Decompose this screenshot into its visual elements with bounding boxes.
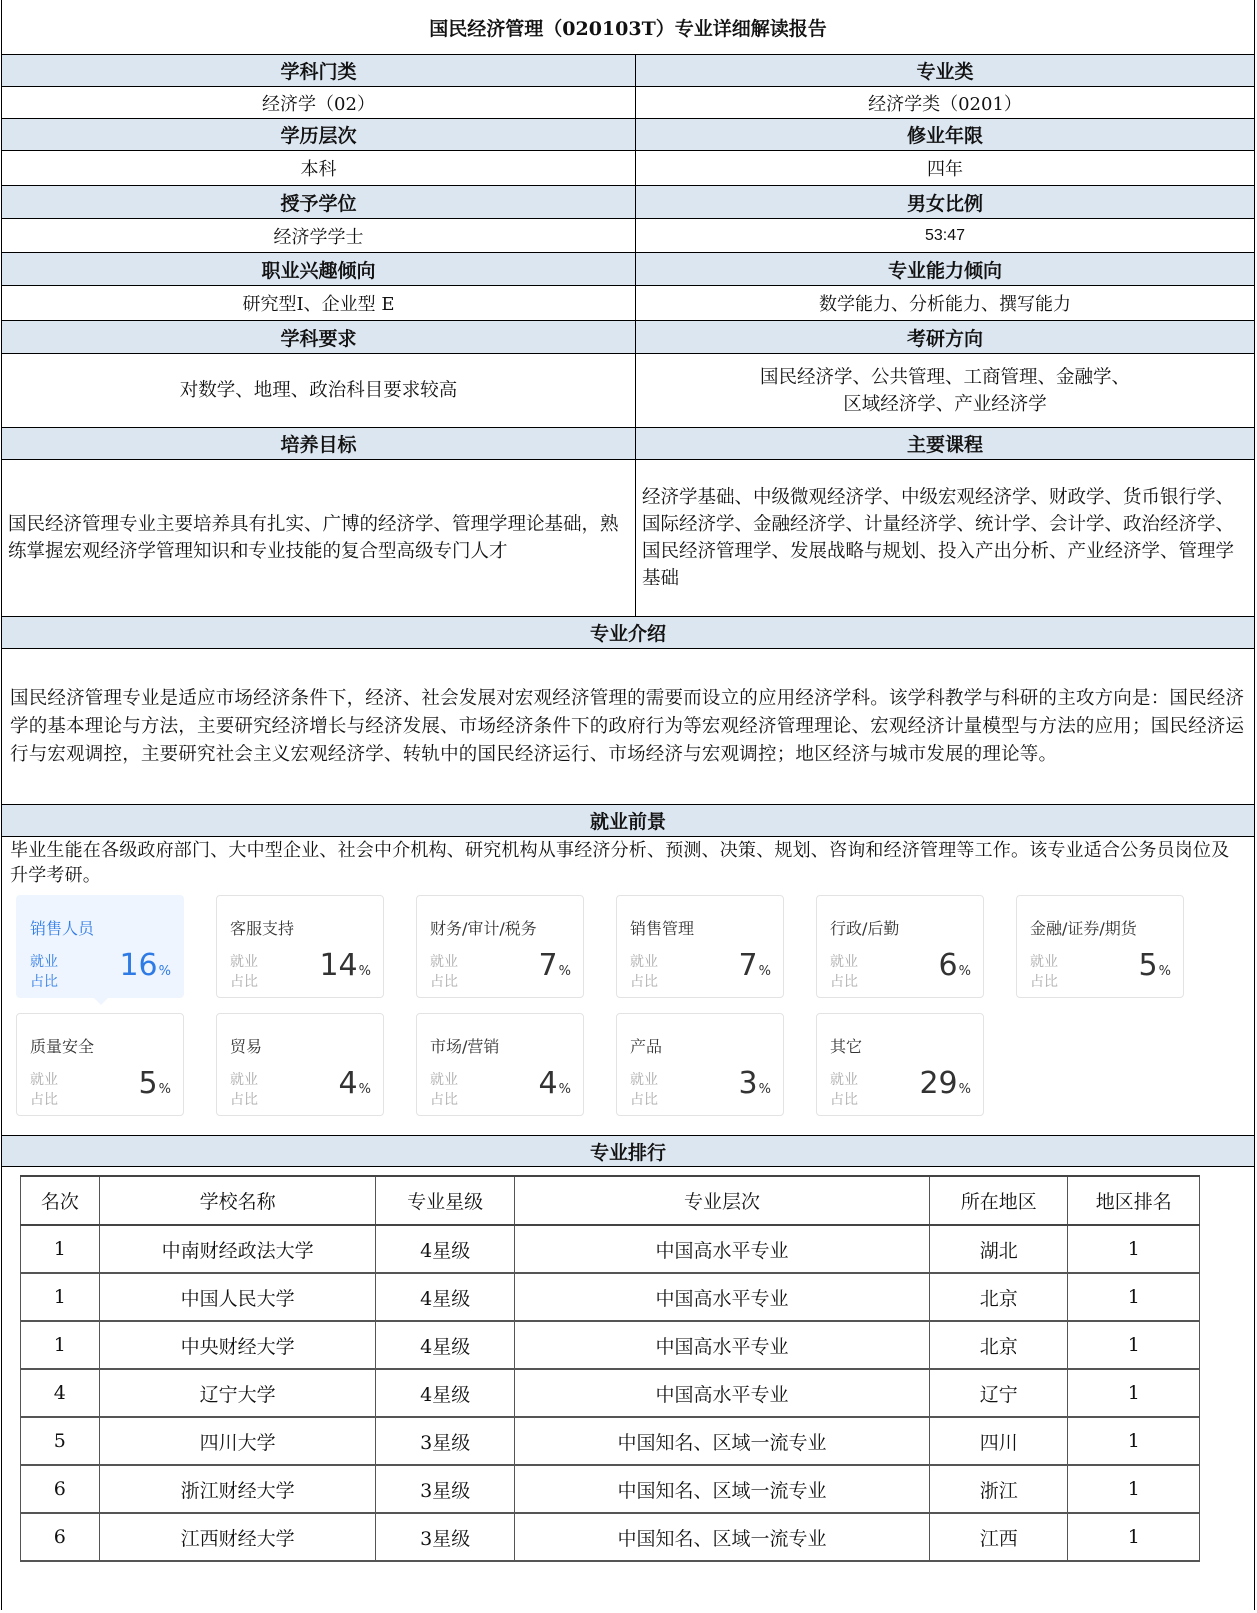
table-cell: 1 (1068, 1273, 1200, 1321)
table-cell: 中国高水平专业 (514, 1369, 929, 1417)
field-value-row (2, 286, 1254, 321)
job-card-percent (119, 948, 171, 983)
table-cell: 江西 (930, 1513, 1068, 1561)
table-cell: 4 (21, 1369, 100, 1417)
table-cell: 1 (1068, 1417, 1200, 1465)
job-card-name: 财务/审计/税务 (430, 919, 537, 938)
table-row (21, 1465, 1200, 1513)
ranking-heading: 专业排行 (2, 1136, 1254, 1167)
field-header-row (2, 428, 1254, 460)
field-label: 主要课程 (906, 434, 983, 456)
field-label: 职业兴趣倾向 (2, 253, 636, 285)
table-cell: 中央财经大学 (99, 1321, 376, 1369)
field-value-row (2, 151, 1254, 186)
column-header: 学校名称 (99, 1176, 376, 1225)
table-row (21, 1321, 1200, 1369)
column-header: 名次 (21, 1176, 100, 1225)
intro-heading: 专业介绍 (2, 617, 1254, 649)
report-title: 国民经济管理（020103T）专业详细解读报告 (2, 0, 1254, 55)
job-card-percent (339, 1066, 371, 1101)
job-card-name: 销售管理 (630, 919, 695, 938)
table-cell: 3星级 (376, 1417, 514, 1465)
job-card[interactable] (216, 895, 384, 998)
job-card-label: 就业 占比 (30, 1072, 58, 1108)
column-header: 地区排名 (1068, 1176, 1200, 1225)
job-card[interactable] (816, 895, 984, 998)
job-card-name: 市场/营销 (430, 1037, 500, 1056)
table-cell: 湖北 (930, 1225, 1068, 1273)
table-cell: 4星级 (376, 1321, 514, 1369)
table-cell: 四川大学 (99, 1417, 376, 1465)
table-cell: 中国人民大学 (99, 1273, 376, 1321)
table-cell: 北京 (930, 1273, 1068, 1321)
job-card-percent-unit: % (558, 1082, 571, 1097)
employment-heading: 就业前景 (2, 805, 1254, 837)
table-cell: 北京 (930, 1321, 1068, 1369)
active-card-pointer (93, 997, 109, 1005)
table-cell: 江西财经大学 (99, 1513, 376, 1561)
field-value: 经济学基础、中级微观经济学、中级宏观经济学、财政学、货币银行学、国际经济学、金融经济学、计量经济学、统计学、会计学、政治经济学、国民经济管理学、发展战略与规划、投入产出分析、产业经济学、管理学基础 (642, 487, 1235, 589)
field-header-row (2, 253, 1254, 286)
table-cell: 5 (21, 1417, 100, 1465)
job-card-percent-unit: % (158, 964, 171, 979)
table-cell: 1 (1068, 1513, 1200, 1561)
job-card-label: 就业 占比 (430, 954, 458, 990)
job-card-name: 金融/证券/期货 (1030, 919, 1137, 938)
job-card-label: 就业 占比 (630, 1072, 658, 1108)
job-card-percent-value: 14 (319, 948, 358, 983)
job-card[interactable] (216, 1013, 384, 1116)
field-value-row (2, 219, 1254, 253)
table-cell: 6 (21, 1513, 100, 1561)
table-cell: 1 (1068, 1369, 1200, 1417)
job-card-percent-unit: % (758, 1082, 771, 1097)
job-card[interactable] (416, 1013, 584, 1116)
job-card-percent (539, 948, 571, 983)
field-value: 四年 (927, 159, 963, 180)
field-value: 国民经济学、公共管理、工商管理、金融学、 区域经济学、产业经济学 (759, 366, 1130, 415)
field-label: 修业年限 (906, 125, 983, 147)
job-card-percent-unit: % (958, 1082, 971, 1097)
field-value-row (2, 354, 1254, 428)
job-card-percent-value: 6 (938, 948, 958, 983)
job-card-percent-value: 16 (119, 948, 158, 983)
table-cell: 中国高水平专业 (514, 1225, 929, 1273)
field-header-row (2, 186, 1254, 219)
column-header: 专业层次 (514, 1176, 929, 1225)
job-card[interactable] (16, 895, 184, 998)
field-label: 男女比例 (906, 192, 983, 215)
field-label: 授予学位 (2, 186, 636, 218)
job-card-name: 客服支持 (230, 919, 295, 938)
table-cell: 1 (21, 1321, 100, 1369)
table-cell: 四川 (930, 1417, 1068, 1465)
job-card-percent-unit: % (758, 964, 771, 979)
job-card-name: 贸易 (230, 1037, 263, 1056)
job-card-label: 就业 占比 (1030, 954, 1058, 990)
job-card-name: 行政/后勤 (830, 919, 900, 938)
field-value: 数学能力、分析能力、撰写能力 (819, 294, 1071, 315)
table-cell: 中国知名、区域一流专业 (514, 1417, 929, 1465)
field-value: 经济学（02） (2, 87, 636, 118)
intro-text: 国民经济管理专业是适应市场经济条件下，经济、社会发展对宏观经济管理的需要而设立的应用经济学科。该学科教学与科研的主攻方向是：国民经济学的基本理论与方法，主要研究经济增长与经济发展、市场经济条件下的政府行为等宏观经济管理理论、宏观经济计量模型与方法的应用；国民经济运行与宏观调控，主要研究社会主义宏观经济学、转轨中的国民经济运行、市场经济与宏观调控；地区经济与城市发展的理论等。 (2, 649, 1254, 805)
job-card-percent-unit: % (558, 964, 571, 979)
job-card[interactable] (616, 1013, 784, 1116)
field-label: 培养目标 (2, 428, 636, 459)
field-value: 国民经济管理专业主要培养具有扎实、广博的经济学、管理学理论基础，熟练掌握宏观经济学管理知识和专业技能的复合型高级专门人才 (2, 460, 636, 616)
job-card-percent (739, 948, 771, 983)
employment-text: 毕业生能在各级政府部门、大中型企业、社会中介机构、研究机构从事经济分析、预测、决策、规划、咨询和经济管理等工作。该专业适合公务员岗位及升学考研。 (10, 840, 1230, 886)
field-label: 学科要求 (2, 321, 636, 353)
field-label: 考研方向 (906, 327, 983, 350)
job-card-percent (139, 1066, 171, 1101)
job-card-percent-value: 29 (919, 1066, 958, 1101)
job-card-percent (919, 1066, 971, 1101)
job-card[interactable] (16, 1013, 184, 1116)
table-row (21, 1513, 1200, 1561)
job-card[interactable] (616, 895, 784, 998)
job-card-name: 其它 (830, 1037, 863, 1056)
job-card-percent-unit: % (358, 1082, 371, 1097)
table-header-row (21, 1176, 1200, 1225)
job-card-percent (319, 948, 371, 983)
column-header: 专业星级 (376, 1176, 514, 1225)
table-cell: 1 (1068, 1321, 1200, 1369)
table-row (21, 1225, 1200, 1273)
report-sheet (1, 0, 1255, 1610)
field-value: 经济学类（0201） (868, 93, 1022, 115)
field-header-row (2, 55, 1254, 87)
table-row (21, 1417, 1200, 1465)
field-label: 学科门类 (2, 55, 636, 86)
job-card-label: 就业 占比 (230, 954, 258, 990)
job-card-percent (939, 948, 971, 983)
field-value: 对数学、地理、政治科目要求较高 (2, 354, 636, 427)
job-card-name: 销售人员 (30, 919, 95, 938)
job-card-percent-value: 5 (1138, 948, 1158, 983)
job-card-label: 就业 占比 (630, 954, 658, 990)
table-cell: 中国知名、区域一流专业 (514, 1513, 929, 1561)
table-cell: 4星级 (376, 1369, 514, 1417)
job-distribution-cards (16, 895, 1216, 1120)
field-label: 学历层次 (2, 119, 636, 150)
table-cell: 浙江财经大学 (99, 1465, 376, 1513)
column-header: 所在地区 (930, 1176, 1068, 1225)
job-card-percent-value: 7 (738, 948, 758, 983)
job-card[interactable] (1016, 895, 1184, 998)
table-cell: 1 (21, 1273, 100, 1321)
job-card-label: 就业 占比 (230, 1072, 258, 1108)
table-cell: 辽宁大学 (99, 1369, 376, 1417)
job-card-percent-value: 4 (538, 1066, 558, 1101)
field-label: 专业类 (916, 61, 974, 83)
field-value: 研究型I、企业型 E (2, 286, 636, 320)
job-card-label: 就业 占比 (830, 1072, 858, 1108)
job-card-percent-value: 4 (338, 1066, 358, 1101)
table-cell: 3星级 (376, 1465, 514, 1513)
table-cell: 1 (21, 1225, 100, 1273)
ranking-table (20, 1175, 1200, 1562)
table-cell: 中国知名、区域一流专业 (514, 1465, 929, 1513)
job-card[interactable] (816, 1013, 984, 1116)
job-card-label: 就业 占比 (30, 954, 58, 990)
table-cell: 辽宁 (930, 1369, 1068, 1417)
job-card-percent (1139, 948, 1171, 983)
field-value-row (2, 460, 1254, 617)
table-cell: 中南财经政法大学 (99, 1225, 376, 1273)
table-cell: 1 (1068, 1225, 1200, 1273)
job-card-percent-unit: % (158, 1082, 171, 1097)
job-card-label: 就业 占比 (430, 1072, 458, 1108)
field-value: 本科 (2, 151, 636, 185)
job-card-name: 产品 (630, 1037, 663, 1056)
table-cell: 1 (1068, 1465, 1200, 1513)
field-value: 53:47 (924, 226, 966, 244)
job-card-percent-unit: % (358, 964, 371, 979)
table-cell: 3星级 (376, 1513, 514, 1561)
field-value: 经济学学士 (2, 219, 636, 252)
job-card[interactable] (416, 895, 584, 998)
field-header-row (2, 321, 1254, 354)
field-header-row (2, 119, 1254, 151)
job-card-percent-value: 5 (138, 1066, 158, 1101)
job-card-percent-value: 7 (538, 948, 558, 983)
job-card-percent (539, 1066, 571, 1101)
field-label: 专业能力倾向 (887, 259, 1002, 282)
table-cell: 中国高水平专业 (514, 1273, 929, 1321)
job-card-percent-value: 3 (738, 1066, 758, 1101)
job-card-percent-unit: % (958, 964, 971, 979)
job-card-percent (739, 1066, 771, 1101)
table-cell: 4星级 (376, 1225, 514, 1273)
job-card-name: 质量安全 (30, 1037, 95, 1056)
job-card-percent-unit: % (1158, 964, 1171, 979)
table-row (21, 1273, 1200, 1321)
job-card-label: 就业 占比 (830, 954, 858, 990)
table-cell: 中国高水平专业 (514, 1321, 929, 1369)
table-cell: 6 (21, 1465, 100, 1513)
table-cell: 4星级 (376, 1273, 514, 1321)
table-row (21, 1369, 1200, 1417)
table-cell: 浙江 (930, 1465, 1068, 1513)
field-value-row (2, 87, 1254, 119)
